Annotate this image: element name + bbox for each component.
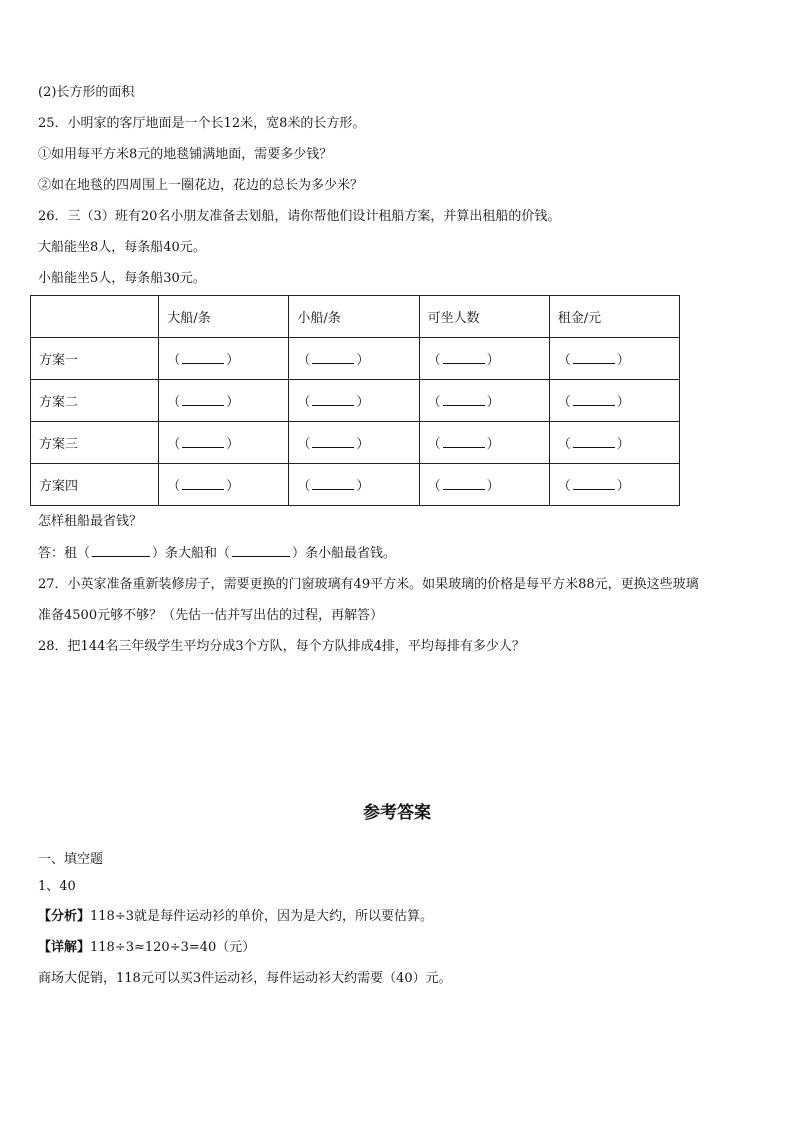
detail-text: 118÷3≈120÷3=40（元）: [90, 940, 256, 955]
analysis-line: [38, 908, 433, 926]
answer-blank[interactable]: （ ）: [289, 422, 419, 464]
table-row: [31, 380, 680, 422]
answer-blank[interactable]: （ ）: [549, 338, 679, 380]
answers-title: 参考答案: [363, 803, 431, 823]
plan-label: 方案三: [31, 422, 159, 464]
question-25: 25．小明家的客厅地面是一个长12米，宽8米的长方形。: [38, 116, 366, 131]
question-27: 27．小英家准备重新装修房子，需要更换的门窗玻璃有49平方米。如果玻璃的价格是每平方米88元，更换这些玻璃: [38, 577, 699, 592]
table-header-row: [31, 296, 680, 338]
answer-line: 答：租（ ）条大船和（ ）条小船最省钱。: [38, 546, 397, 561]
table-header-big-boat: 大船/条: [159, 296, 289, 338]
answer-item: 1、40: [38, 879, 76, 894]
answer-blank[interactable]: （ ）: [419, 338, 549, 380]
table-header-small-boat: 小船/条: [289, 296, 419, 338]
cheapest-question: 怎样租船最省钱？: [38, 514, 143, 529]
detail-label: 【详解】: [38, 940, 91, 955]
small-boat-info: 小船能坐5人，每条船30元。: [38, 271, 206, 286]
question-25-part1: ①如用每平方米8元的地毯铺满地面，需要多少钱？: [38, 147, 333, 162]
small-boat-count-blank[interactable]: [232, 544, 290, 557]
answer-blank[interactable]: （ ）: [419, 422, 549, 464]
analysis-label: 【分析】: [38, 909, 91, 924]
answer-blank[interactable]: （ ）: [159, 422, 289, 464]
answer-blank[interactable]: （ ）: [159, 464, 289, 506]
rental-plan-table: [30, 295, 680, 506]
answer-blank[interactable]: （ ）: [419, 464, 549, 506]
answer-blank[interactable]: （ ）: [549, 464, 679, 506]
question-26: 26．三（3）班有20名小朋友准备去划船，请你帮他们设计租船方案，并算出租船的价钱。: [38, 209, 561, 224]
answer-blank[interactable]: （ ）: [159, 380, 289, 422]
line-rect-area: (2)长方形的面积: [38, 85, 135, 100]
answer-blank[interactable]: （ ）: [419, 380, 549, 422]
conclusion-line: 商场大促销，118元可以买3件运动衫，每件运动衫大约需要（40）元。: [38, 971, 452, 986]
question-28: 28．把144名三年级学生平均分成3个方队，每个方队排成4排，平均每排有多少人？: [38, 639, 525, 654]
table-row: [31, 338, 680, 380]
answer-blank[interactable]: （ ）: [549, 380, 679, 422]
big-boat-info: 大船能坐8人，每条船40元。: [38, 240, 206, 255]
table-header-corner: [31, 296, 159, 338]
question-25-part2: ②如在地毯的四周围上一圈花边，花边的总长为多少米？: [38, 178, 364, 193]
table-header-rent: 租金/元: [549, 296, 679, 338]
answer-blank[interactable]: （ ）: [549, 422, 679, 464]
section-heading: 一、填空题: [38, 852, 104, 867]
table-row: [31, 422, 680, 464]
answer-blank[interactable]: （ ）: [289, 380, 419, 422]
plan-label: 方案二: [31, 380, 159, 422]
plan-label: 方案一: [31, 338, 159, 380]
analysis-text: 118÷3就是每件运动衫的单价，因为是大约，所以要估算。: [90, 909, 433, 924]
detail-line: [38, 939, 255, 957]
question-27-cont: 准备4500元够不够？（先估一估并写出估的过程，再解答）: [38, 608, 384, 623]
plan-label: 方案四: [31, 464, 159, 506]
answer-blank[interactable]: （ ）: [159, 338, 289, 380]
answer-blank[interactable]: （ ）: [289, 464, 419, 506]
table-header-capacity: 可坐人数: [419, 296, 549, 338]
big-boat-count-blank[interactable]: [92, 544, 150, 557]
answer-blank[interactable]: （ ）: [289, 338, 419, 380]
table-row: [31, 464, 680, 506]
